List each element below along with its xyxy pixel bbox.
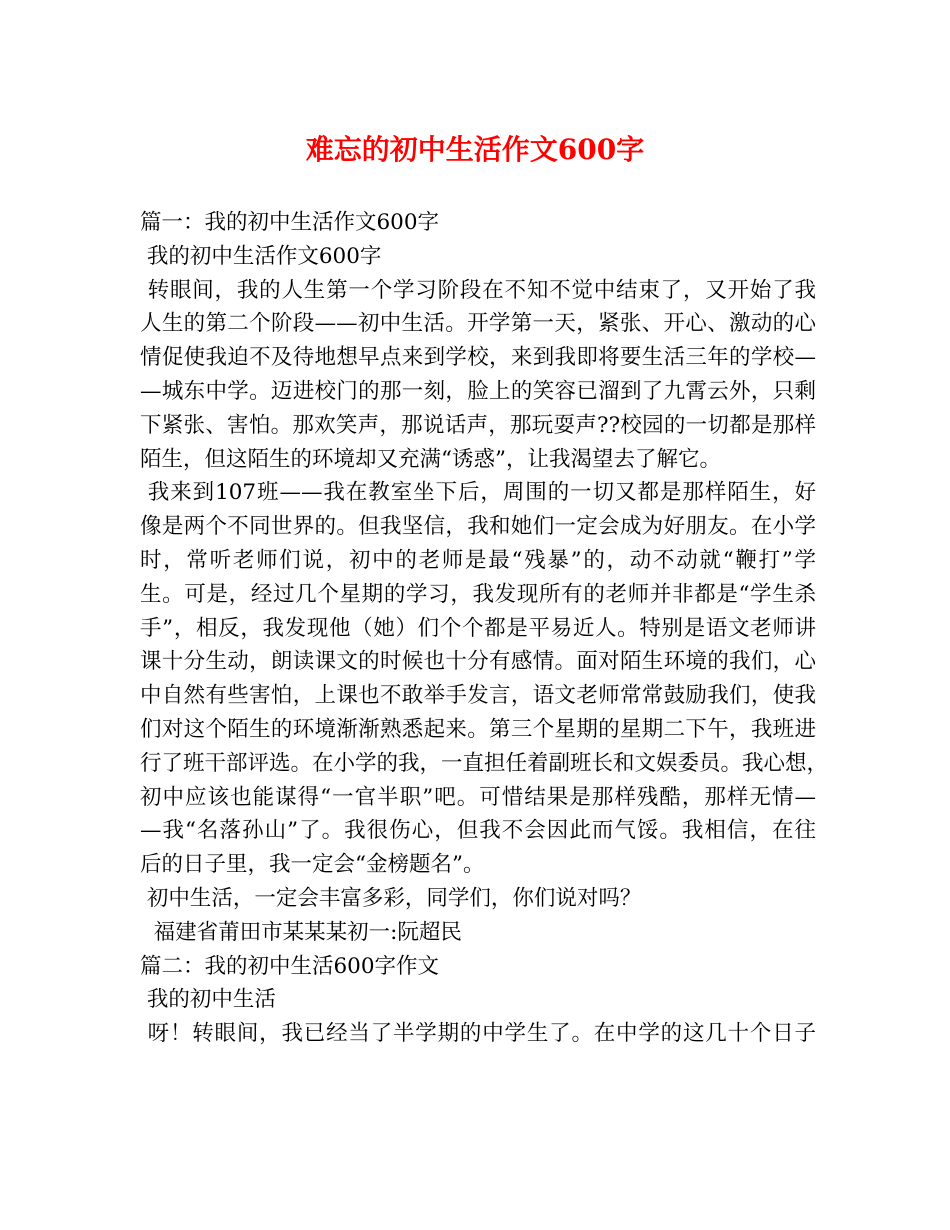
paragraph-line: 下紧张、害怕。那欢笑声，那说话声，那玩耍声??校园的一切都是那样 [140, 412, 816, 438]
paragraph-line: 呀！转眼间，我已经当了半学期的中学生了。在中学的这几十个日子 [140, 1021, 816, 1047]
paragraph-line: 手”，相反，我发现他（她）们个个都是平易近人。特别是语文老师讲 [140, 615, 816, 641]
paragraph-line: 行了班干部评选。在小学的我，一直担任着副班长和文娱委员。我心想， [140, 750, 829, 776]
paragraph-line: 转眼间，我的人生第一个学习阶段在不知不觉中结束了，又开始了我 [140, 277, 816, 303]
paragraph-line: 我来到107班——我在教室坐下后，周围的一切又都是那样陌生，好 [140, 480, 816, 506]
section-heading-1: 篇一：我的初中生活作文600字 [140, 210, 440, 235]
author-line: 福建省莆田市某某某初一:阮超民 [140, 919, 462, 945]
paragraph-line: —我“名落孙山”了。我很伤心，但我不会因此而气馁。我相信，在往 [140, 818, 816, 844]
paragraph-line: 情促使我迫不及待地想早点来到学校，来到我即将要生活三年的学校— [140, 345, 816, 371]
document-body [140, 206, 829, 1051]
section-heading-2: 篇二：我的初中生活600字作文 [140, 953, 440, 979]
paragraph-line: —城东中学。迈进校门的那一刻，脸上的笑容已溜到了九霄云外，只剩 [140, 378, 816, 404]
paragraph-line: 中自然有些害怕，上课也不敢举手发言，语文老师常常鼓励我们，使我 [140, 683, 816, 709]
paragraph-line: 初中生活，一定会丰富多彩，同学们，你们说对吗？ [140, 885, 642, 911]
essay-title-2: 我的初中生活 [140, 987, 276, 1013]
paragraph-line: 初中应该也能谋得“一官半职”吧。可惜结果是那样残酷，那样无情— [140, 784, 816, 810]
document-title: 难忘的初中生活作文600字 [305, 133, 645, 166]
essay-title-1: 我的初中生活作文600字 [140, 243, 382, 269]
paragraph-line: 人生的第二个阶段——初中生活。开学第一天，紧张、开心、激动的心 [140, 311, 816, 337]
paragraph-line: 们对这个陌生的环境渐渐熟悉起来。第三个星期的星期二下午，我班进 [140, 716, 816, 742]
paragraph-line: 后的日子里，我一定会“金榜题名”。 [140, 852, 485, 878]
paragraph-line: 课十分生动，朗读课文的时候也十分有感情。面对陌生环境的我们，心 [140, 649, 816, 675]
paragraph-line: 像是两个不同世界的。但我坚信，我和她们一定会成为好朋友。在小学 [140, 514, 816, 540]
paragraph-line: 生。可是，经过几个星期的学习，我发现所有的老师并非都是“学生杀 [140, 581, 816, 607]
paragraph-line: 时，常听老师们说，初中的老师是最“残暴”的，动不动就“鞭打”学 [140, 547, 816, 573]
paragraph-line: 陌生，但这陌生的环境却又充满“诱惑”，让我渴望去了解它。 [140, 446, 721, 472]
